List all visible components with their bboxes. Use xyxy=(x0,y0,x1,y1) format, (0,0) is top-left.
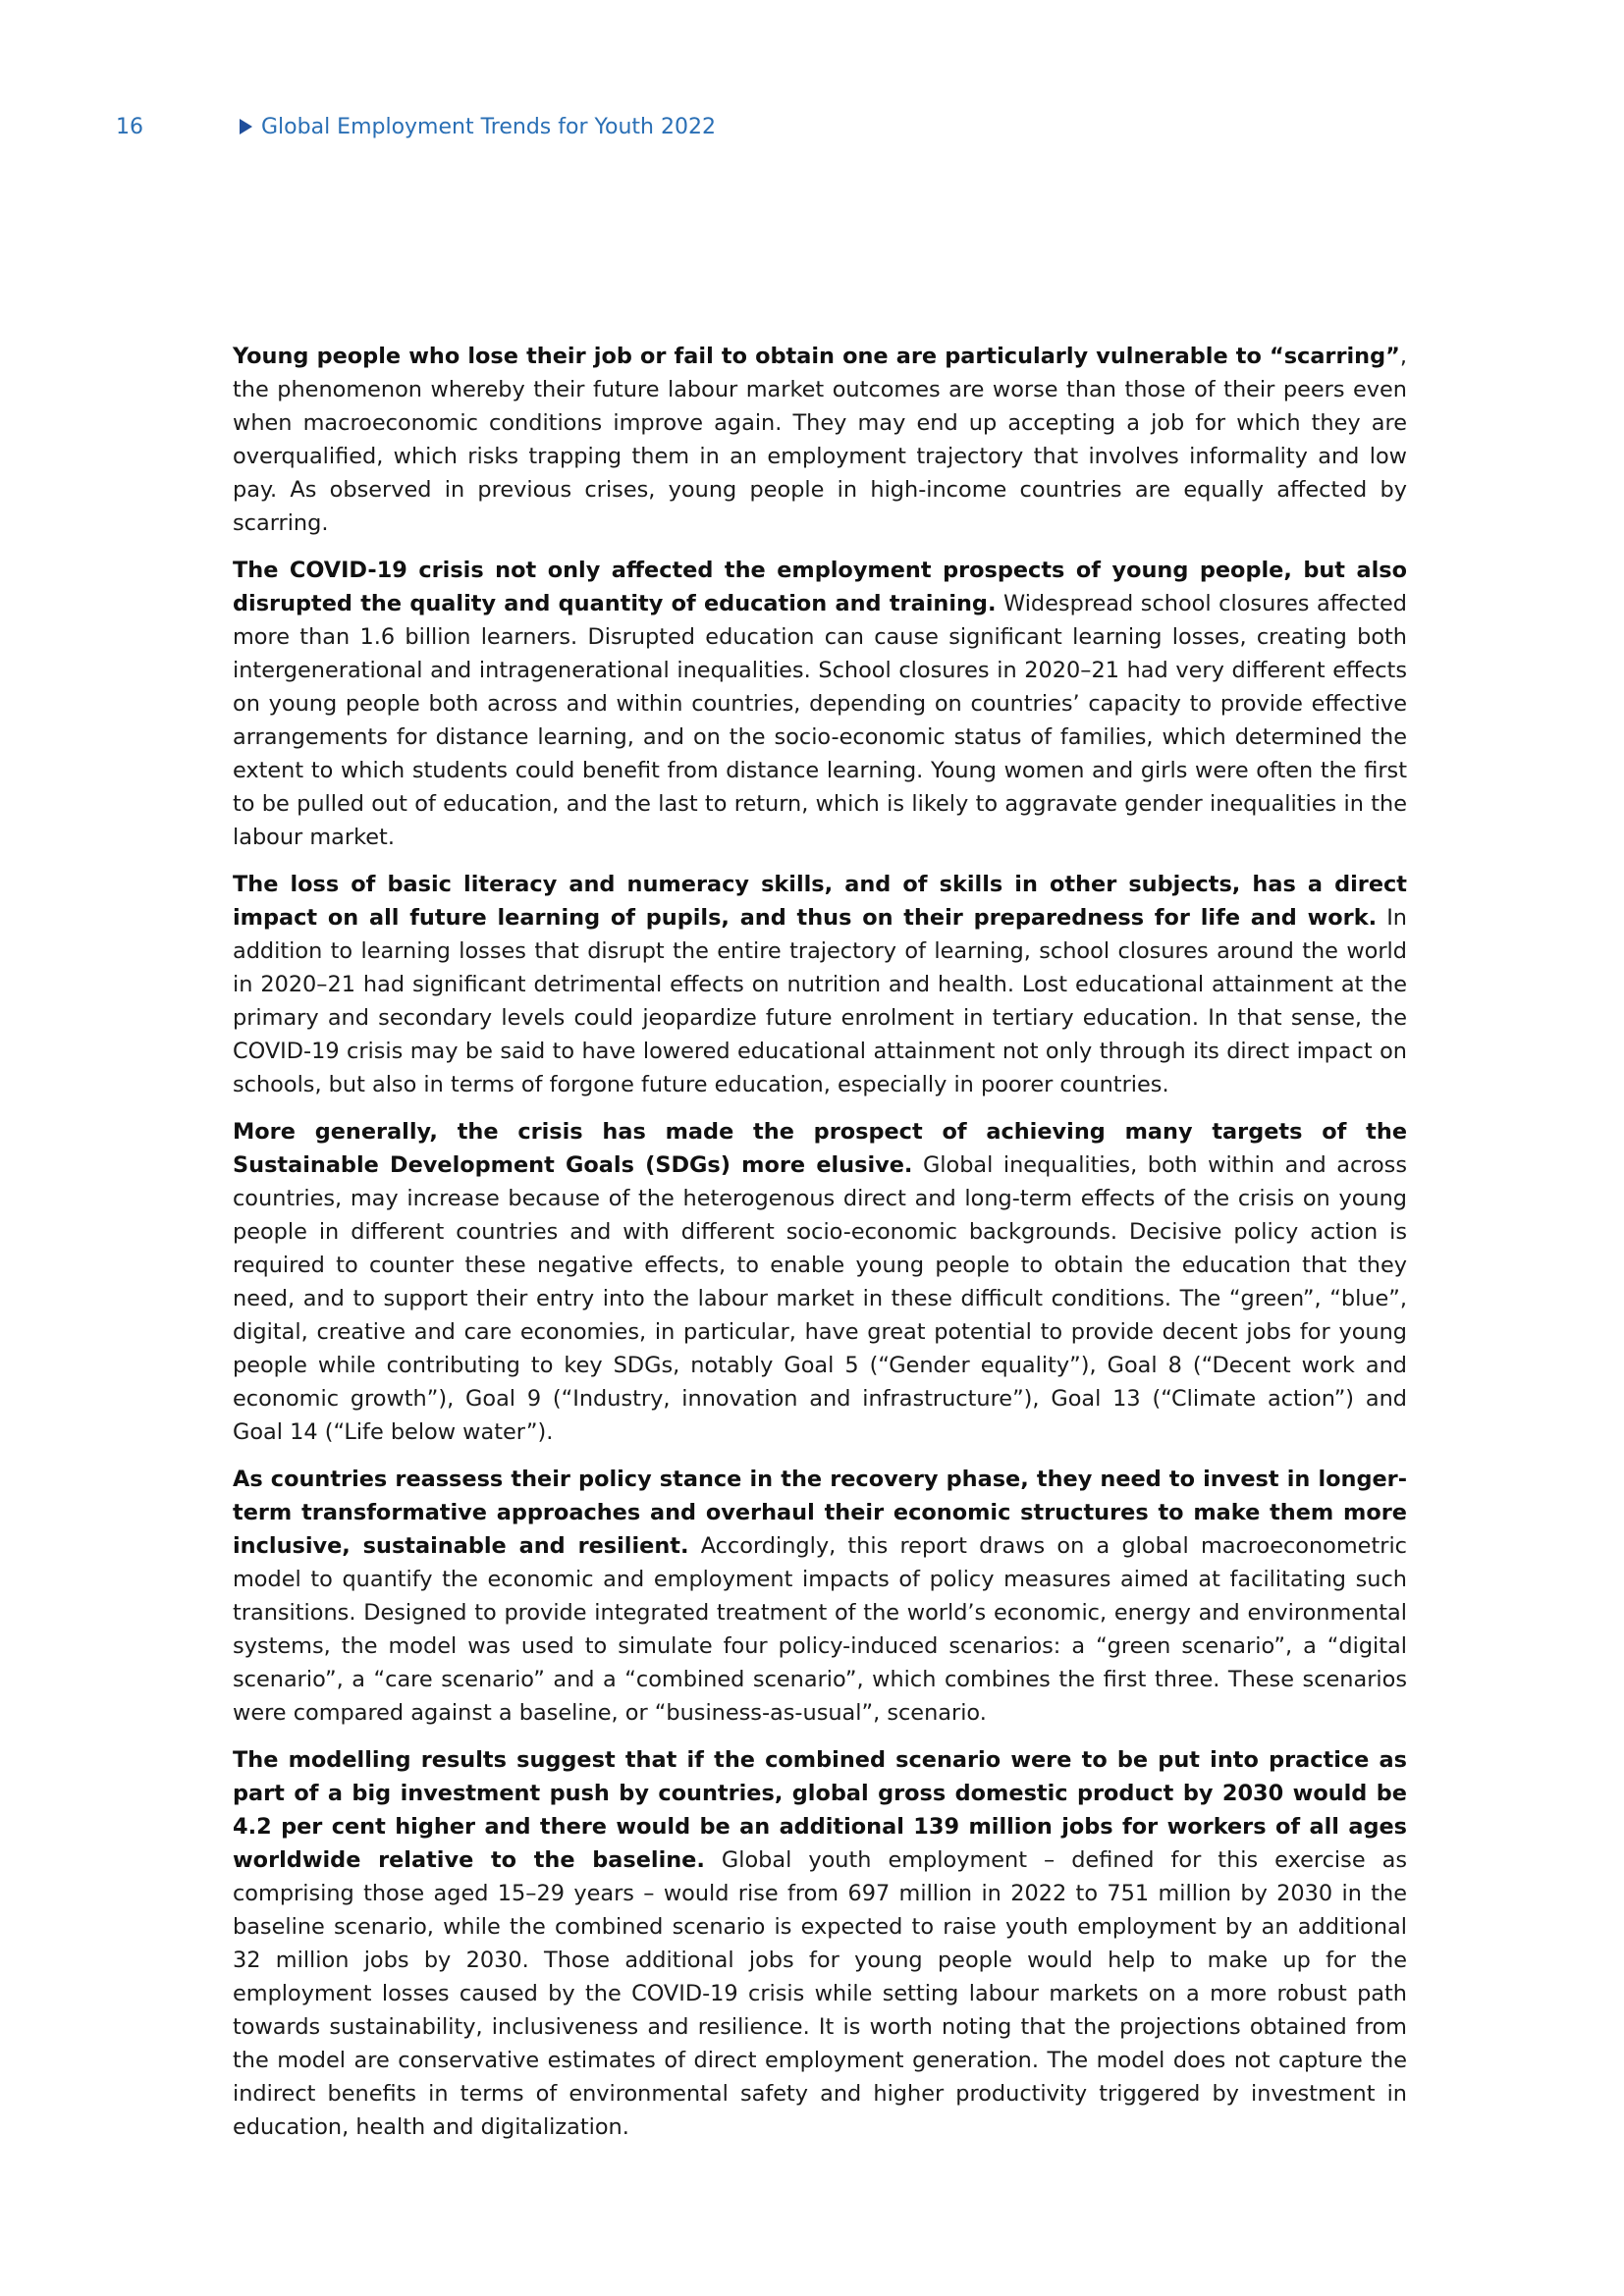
paragraph-body: Global inequalities, both within and across countries, may increase because of the heterogenous direct and long-term effects of the crisis on young people in different countries and with different socio-economic backgrounds. Decisive policy action is required to counter these negative effects, to enable young people to obtain the education that they need, and to support their entry into the labour market in these difficult conditions. The “green”, “blue”, digital, creative and care economies, in particular, have great potential to provide decent jobs for young people while contributing to key SDGs, notably Goal 5 (“Gender equality”), Goal 8 (“Decent work and economic growth”), Goal 9 (“Industry, innovation and infrastructure”), Goal 13 (“Climate action”) and Goal 14 (“Life below water”). xyxy=(233,1152,1407,1445)
paragraph-body: Widespread school closures affected more than 1.6 billion learners. Disrupted education can cause significant learning losses, creating both intergenerational and intragenerational inequalities. School closures in 2020–21 had very different effects on young people both across and within countries, depending on countries’ capacity to provide effective arrangements for distance learning, and on the socio-economic status of families, which determined the extent to which students could benefit from distance learning. Young women and girls were often the first to be pulled out of education, and the last to return, which is likely to aggravate gender inequalities in the labour market. xyxy=(233,591,1408,850)
paragraph-lead: The modelling results suggest that if the combined scenario were to be put into practice as part of a big investment push by countries, global gross domestic product by 2030 would be 4.2 per cent higher and there would be an additional 139 million jobs for workers of all ages worldwide relative to the baseline. xyxy=(233,1747,1407,1873)
paragraph-body: Global youth employment – defined for this exercise as comprising those aged 15–29 years – would rise from 697 million in 2022 to 751 million by 2030 in the baseline scenario, while the combined scenario is expected to raise youth employment by an additional 32 million jobs by 2030. Those additional jobs for young people would help to make up for the employment losses caused by the COVID-19 crisis while setting labour markets on a more robust path towards sustainability, inclusiveness and resilience. It is worth noting that the projections obtained from the model are conservative estimates of direct employment generation. The model does not capture the indirect benefits in terms of environmental safety and higher productivity triggered by investment in education, health and digitalization. xyxy=(233,1847,1407,2140)
paragraph-education-disruption xyxy=(233,554,1407,854)
paragraph-lead: The loss of basic literacy and numeracy skills, and of skills in other subjects, has a direct impact on all future learning of pupils, and thus on their preparedness for life and work. xyxy=(233,872,1407,931)
paragraph-lead: As countries reassess their policy stance in the recovery phase, they need to invest in longer-term transformative approaches and overhaul their economic structures to make them more inclusive, sustainable and resilient. xyxy=(233,1467,1407,1559)
running-header xyxy=(116,110,716,143)
paragraph-policy-stance xyxy=(233,1463,1407,1730)
paragraph-modelling-results xyxy=(233,1743,1407,2144)
body-text xyxy=(233,340,1407,2158)
paragraph-scarring xyxy=(233,340,1407,540)
paragraph-body: , the phenomenon whereby their future labour market outcomes are worse than those of their peers even when macroeconomic conditions improve again. They may end up accepting a job for which they are overqualified, which risks trapping them in an employment trajectory that involves informality and low pay. As observed in previous crises, young people in high-income countries are equally affected by scarring. xyxy=(233,344,1407,536)
paragraph-body: Accordingly, this report draws on a global macroeconometric model to quantify the economic and employment impacts of policy measures aimed at facilitating such transitions. Designed to provide integrated treatment of the world’s economic, energy and environmental systems, the model was used to simulate four policy-induced scenarios: a “green scenario”, a “digital scenario”, a “care scenario” and a “combined scenario”, which combines the first three. These scenarios were compared against a baseline, or “business-as-usual”, scenario. xyxy=(233,1533,1407,1726)
triangle-right-icon xyxy=(240,119,252,134)
paragraph-skills-loss xyxy=(233,868,1407,1101)
page-number: 16 xyxy=(116,114,143,139)
paragraph-sdgs xyxy=(233,1115,1407,1449)
running-header-title: Global Employment Trends for Youth 2022 xyxy=(261,114,716,139)
paragraph-body: In addition to learning losses that disrupt the entire trajectory of learning, school closures around the world in 2020–21 had significant detrimental effects on nutrition and health. Lost educational attainment at the primary and secondary levels could jeopardize future enrolment in tertiary education. In that sense, the COVID-19 crisis may be said to have lowered educational attainment not only through its direct impact on schools, but also in terms of forgone future education, especially in poorer countries. xyxy=(233,905,1407,1097)
paragraph-lead: Young people who lose their job or fail to obtain one are particularly vulnerable to “scarring” xyxy=(233,344,1400,369)
paragraph-lead: The COVID-19 crisis not only affected the employment prospects of young people, but also disrupted the quality and quantity of education and training. xyxy=(233,558,1407,616)
paragraph-lead: More generally, the crisis has made the prospect of achieving many targets of the Sustainable Development Goals (SDGs) more elusive. xyxy=(233,1119,1407,1178)
